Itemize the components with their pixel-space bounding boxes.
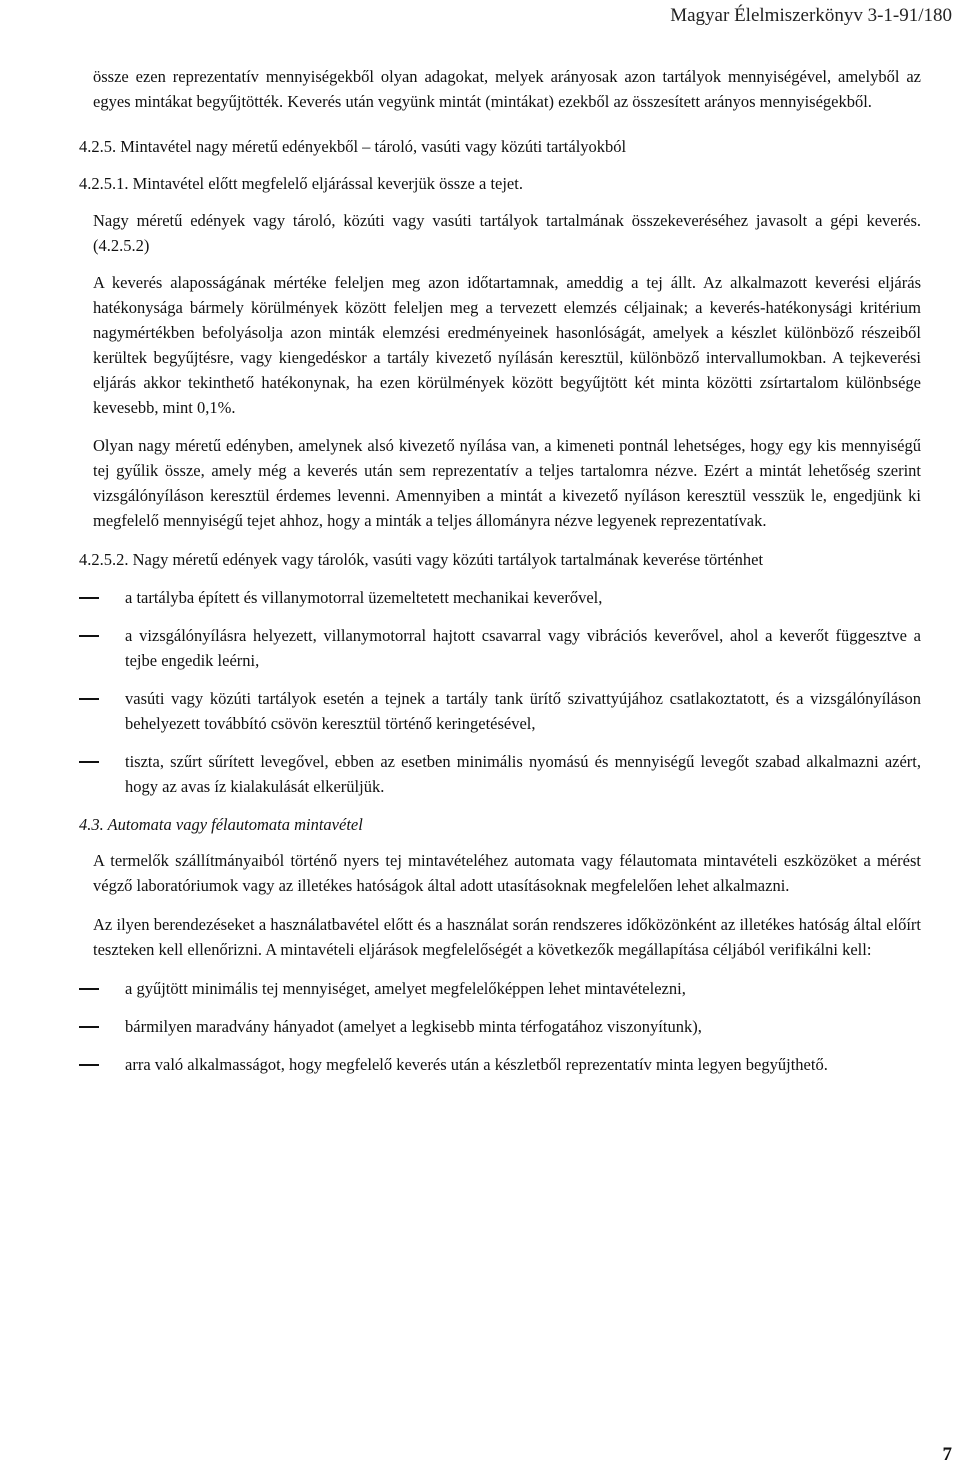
list-item: a vizsgálónyílásra helyezett, villanymotorral hajtott csavarral vagy vibrációs keverővel, ahol a keverőt függesztve a tejbe engedik leérni, [93,623,921,673]
heading-4-2-5: 4.2.5. Mintavétel nagy méretű edényekből – tároló, vasúti vagy közúti tartályokból [79,137,627,156]
paragraph-automatic-sampling: A termelők szállítmányaiból történő nyers tej mintavételéhez automata vagy félautomata mintavételi eszközöket a mérést végző laboratóriumok vagy az illetékes hatóságok által adott utasításoknak megfelelően lehet alkalmazni. [93,851,921,895]
paragraph-verification: Az ilyen berendezéseket a használatbavétel előtt és a használat során rendszeres időközönként az illetékes hatóság által előírt teszteken kell ellenőrizni. A mintavételi eljárások megfelelőségét a következők megállapítása céljából verifikálni kell: [93,915,921,959]
list-item: vasúti vagy közúti tartályok esetén a tejnek a tartály tank ürítő szivattyújához csatlakoztatott, és a vizsgálónyíláson behelyezett továbbító csövön keresztül történő keringetésével, [93,686,921,736]
heading-4-2-5-1: 4.2.5.1. Mintavétel előtt megfelelő eljárással keverjük össze a tejet. [79,174,523,193]
paragraph-4-2-5-2: 4.2.5.2. Nagy méretű edények vagy tárolók, vasúti vagy közúti tartályok tartalmának keverése történhet [79,550,764,569]
mixing-methods-list [93,585,921,799]
list-item: a gyűjtött minimális tej mennyiséget, amelyet megfelelőképpen lehet mintavételezni, [93,976,921,1001]
paragraph-outlet-sampling: Olyan nagy méretű edényben, amelynek alsó kivezető nyílása van, a kimeneti pontnál lehetséges, hogy egy kis mennyiségű tej gyűlik össze, amely még a keverés után sem reprezentatív a teljes tartalomra nézve. Ezért a mintát lehetőség szerint vizsgálónyíláson keresztül érdemes levenni. Amennyiben a mintát a kivezető nyíláson keresztül vesszük le, engedjünk ki megfelelő mennyiségű tejet ahhoz, hogy a minták a teljes állományra nézve legyenek reprezentatívak. [93,436,921,530]
paragraph-mixing-recommendation: Nagy méretű edények vagy tároló, közúti vagy vasúti tartályok tartalmának összekeveréséhez javasolt a gépi keverés. (4.2.5.2) [93,211,921,255]
list-item: arra való alkalmasságot, hogy megfelelő keverés után a készletből reprezentatív minta legyen begyűjthető. [93,1052,921,1077]
list-item: tiszta, szűrt sűrített levegővel, ebben az esetben minimális nyomású és mennyiségű levegőt szabad alkalmazni azért, hogy az avas íz kialakulását elkerüljük. [93,749,921,799]
verification-list [93,976,921,1077]
running-header: Magyar Élelmiszerkönyv 3-1-91/180 [670,5,952,26]
paragraph-mixing-efficiency: A keverés alaposságának mértéke feleljen meg azon időtartamnak, ameddig a tej állt. Az alkalmazott keverési eljárás hatékonysága bármely körülmények között feleljen meg a tervezett elemzés céljainak; a keverés-hatékonysági kritérium nagymértékben befolyásolja azon minták elemzési eredményeinek hasonlóságát, amelyek a készlet különböző részeiből kerültek begyűjtésre, vagy kiengedéskor a tartály kivezető nyílásán keresztül, különböző intervallumokban. A tejkeverési eljárás akkor tekinthető hatékonynak, ha ezen körülmények között begyűjtött két minta közötti zsírtartalom különbsége kevesebb, mint 0,1%. [93,273,921,417]
page-number: 7 [942,1444,952,1465]
list-item: bármilyen maradvány hányadot (amelyet a legkisebb minta térfogatához viszonyítunk), [93,1014,921,1039]
list-item: a tartályba épített és villanymotorral üzemeltetett mechanikai keverővel, [93,585,921,610]
document-body [79,64,921,1077]
paragraph-intro: össze ezen reprezentatív mennyiségekből olyan adagokat, melyek arányosak azon tartályok mennyiségével, amelyből az egyes mintákat begyűjtötték. Keverés után vegyünk mintát (mintákat) ezekből az összesített arányos mennyiségekből. [93,67,921,111]
heading-4-3: 4.3. Automata vagy félautomata mintavétel [79,815,363,834]
